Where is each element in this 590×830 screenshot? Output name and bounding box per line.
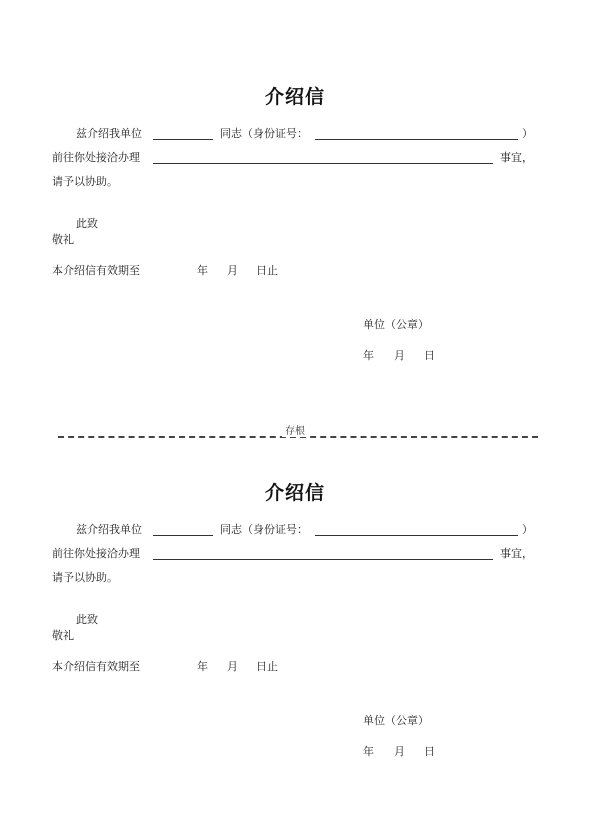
comrade-id-label: 同志（身份证号： xyxy=(220,523,308,536)
salutation-text: 此致 xyxy=(76,613,98,626)
assist-text: 请予以协助。 xyxy=(52,175,118,188)
close-paren: ） xyxy=(522,523,533,536)
stub-label-text: 存根 xyxy=(282,426,308,437)
matter-text: 事宜， xyxy=(500,151,533,164)
id-number-blank[interactable] xyxy=(315,535,518,536)
salutation-text: 此致 xyxy=(76,217,98,230)
purpose-blank[interactable] xyxy=(153,163,493,164)
date-day: 日 xyxy=(424,745,435,758)
org-stamp-label: 单位（公章） xyxy=(363,318,429,331)
unit-name-blank[interactable] xyxy=(153,139,213,140)
date-year: 年 xyxy=(363,349,374,362)
purpose-label: 前往你处接洽办理 xyxy=(52,547,140,560)
comrade-id-label: 同志（身份证号： xyxy=(220,127,308,140)
letter-title: 介绍信 xyxy=(264,482,325,504)
unit-name-blank[interactable] xyxy=(153,535,213,536)
letter-title: 介绍信 xyxy=(264,86,325,108)
validity-year: 年 xyxy=(197,660,208,673)
validity-month: 月 xyxy=(227,660,238,673)
close-paren: ） xyxy=(522,127,533,140)
intro-text: 兹介绍我单位 xyxy=(76,523,142,536)
validity-day: 日止 xyxy=(256,660,278,673)
date-month: 月 xyxy=(394,349,405,362)
purpose-blank[interactable] xyxy=(153,559,493,560)
matter-text: 事宜， xyxy=(500,547,533,560)
validity-year: 年 xyxy=(197,264,208,277)
purpose-label: 前往你处接洽办理 xyxy=(52,151,140,164)
org-stamp-label: 单位（公章） xyxy=(363,714,429,727)
date-day: 日 xyxy=(424,349,435,362)
validity-month: 月 xyxy=(227,264,238,277)
id-number-blank[interactable] xyxy=(315,139,518,140)
regards-text: 敬礼 xyxy=(52,233,74,246)
date-month: 月 xyxy=(394,745,405,758)
regards-text: 敬礼 xyxy=(52,629,74,642)
validity-label: 本介绍信有效期至 xyxy=(52,264,140,277)
assist-text: 请予以协助。 xyxy=(52,571,118,584)
stub-label xyxy=(0,422,590,437)
validity-day: 日止 xyxy=(256,264,278,277)
date-year: 年 xyxy=(363,745,374,758)
validity-label: 本介绍信有效期至 xyxy=(52,660,140,673)
intro-text: 兹介绍我单位 xyxy=(76,127,142,140)
